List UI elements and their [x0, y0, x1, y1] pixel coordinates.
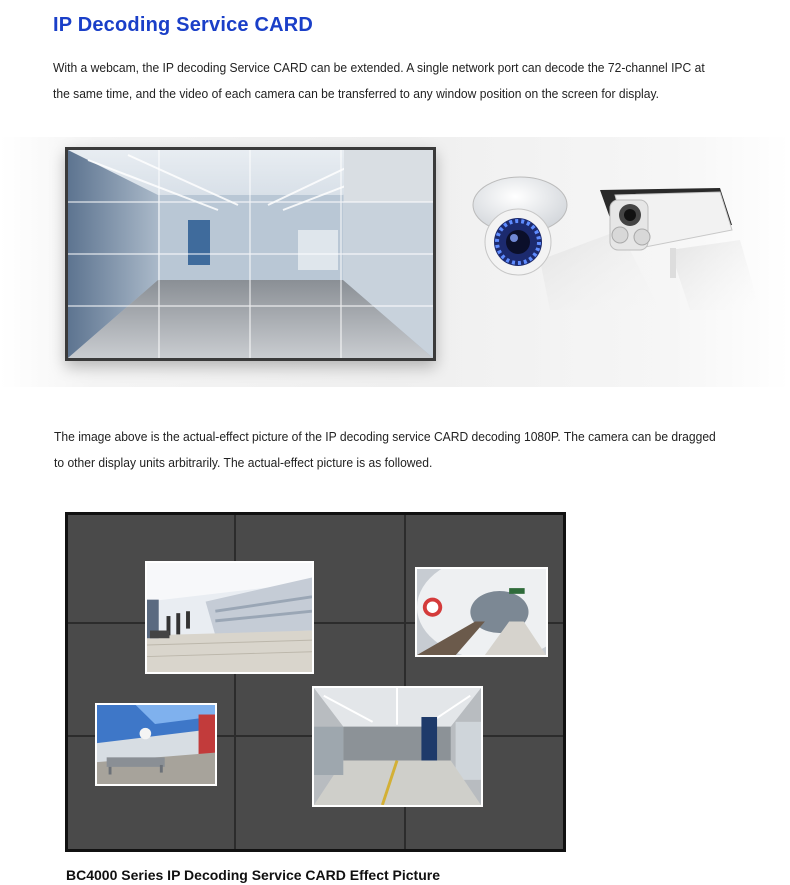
intro-line-2: the same time, and the video of each camera can be transferred to any window position on the screen for display. — [53, 86, 659, 101]
page-title: IP Decoding Service CARD — [53, 14, 314, 36]
window-subway-bench[interactable] — [95, 703, 217, 786]
effect-line-1: The image above is the actual-effect picture of the IP decoding service CARD decoding 1080P. The camera can be dragged — [54, 429, 716, 444]
effect-line-2: to other display units arbitrarily. The actual-effect picture is as followed. — [54, 455, 433, 470]
window-subway-tunnel[interactable] — [415, 567, 548, 657]
cameras-image — [470, 170, 760, 320]
window-subway-station[interactable] — [312, 686, 483, 807]
effect-paragraph — [54, 424, 716, 476]
window-subway-train[interactable] — [145, 561, 314, 674]
video-wall-image — [65, 147, 436, 361]
intro-line-1: With a webcam, the IP decoding Service CARD can be extended. A single network port can decode the 72-channel IPC at — [53, 60, 705, 75]
effect-wall — [65, 512, 566, 852]
figure-caption: BC4000 Series IP Decoding Service CARD Effect Picture — [66, 867, 441, 883]
intro-paragraph — [53, 55, 704, 107]
